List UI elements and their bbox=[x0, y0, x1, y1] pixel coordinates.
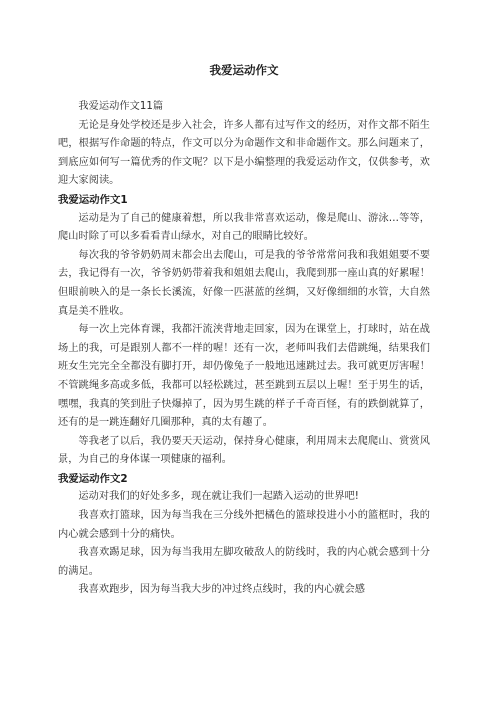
section-paragraph: 运动是为了自己的健康着想，所以我非常喜欢运动，像是爬山、游泳…等等，爬山时除了可以多看看青山绿水，对自己的眼睛比较好。 bbox=[58, 212, 430, 243]
section-paragraph: 每次我的爷爷奶奶周末都会出去爬山，可是我的爷爷常常问我和我姐姐要不要去，我记得有一次，爷爷奶奶带着我和姐姐去爬山，我爬到那一座山真的好累喔！但眼前映入的是一条长长溪流，好像一匹湛蓝的丝绸，又好像细细的水管，大自然真是美不胜收。 bbox=[58, 249, 430, 317]
section-paragraph: 每一次上完体育课，我都汗流浃背地走回家，因为在课堂上，打球时，站在战场上的我，可是跟别人都不一样的喔！还有一次，老师叫我们去借跳绳，结果我们班女生完完全全都没有脚打开，却仍像兔子一般地迅速跳过去。我可就更厉害喔！不管跳绳多高或多低，我都可以轻松跳过，甚至跳到五层以上喔！至于男生的话，嘿嘿，我真的笑到肚子快爆掉了，因为男生跳的样子千奇百怪，有的跌倒就算了，还有的是一跳连翻好几圈那种，真的太有趣了。 bbox=[58, 324, 430, 429]
section-paragraph: 运动对我们的好处多多，现在就让我们一起踏入运动的世界吧! bbox=[78, 491, 359, 503]
section-paragraph: 我喜欢跑步，因为每当我大步的冲过终点线时，我的内心就会感 bbox=[78, 584, 366, 596]
section-2 bbox=[58, 470, 430, 600]
section-paragraph: 等我老了以后，我仍要天天运动，保持身心健康，利用周末去爬爬山、赏赏风景，为自己的身体谋一项健康的福利。 bbox=[58, 435, 430, 466]
section-heading: 我爱运动作文1 bbox=[58, 193, 128, 206]
section-1 bbox=[58, 191, 430, 470]
intro-paragraph: 无论是身处学校还是步入社会，许多人都有过写作文的经历，对作文都不陌生吧，根据写作命题的特点，作文可以分为命题作文和非命题作文。那么问题来了，到底应如何写一篇优秀的作文呢？以下是小编整理的我爱运动作文，仅供参考，欢迎大家阅读。 bbox=[58, 119, 430, 187]
intro-subtitle: 我爱运动作文11篇 bbox=[78, 101, 164, 112]
document-title: 我爱运动作文 bbox=[209, 63, 279, 77]
section-paragraph: 我喜欢踢足球，因为每当我用左脚攻破敌人的防线时，我的内心就会感到十分的满足。 bbox=[58, 547, 430, 577]
section-heading: 我爱运动作文2 bbox=[58, 472, 128, 485]
section-paragraph: 我喜欢打篮球，因为每当我在三分线外把橘色的篮球投进小小的篮框时，我的内心就会感到十分的痛快。 bbox=[58, 510, 430, 540]
document-page bbox=[58, 62, 430, 600]
